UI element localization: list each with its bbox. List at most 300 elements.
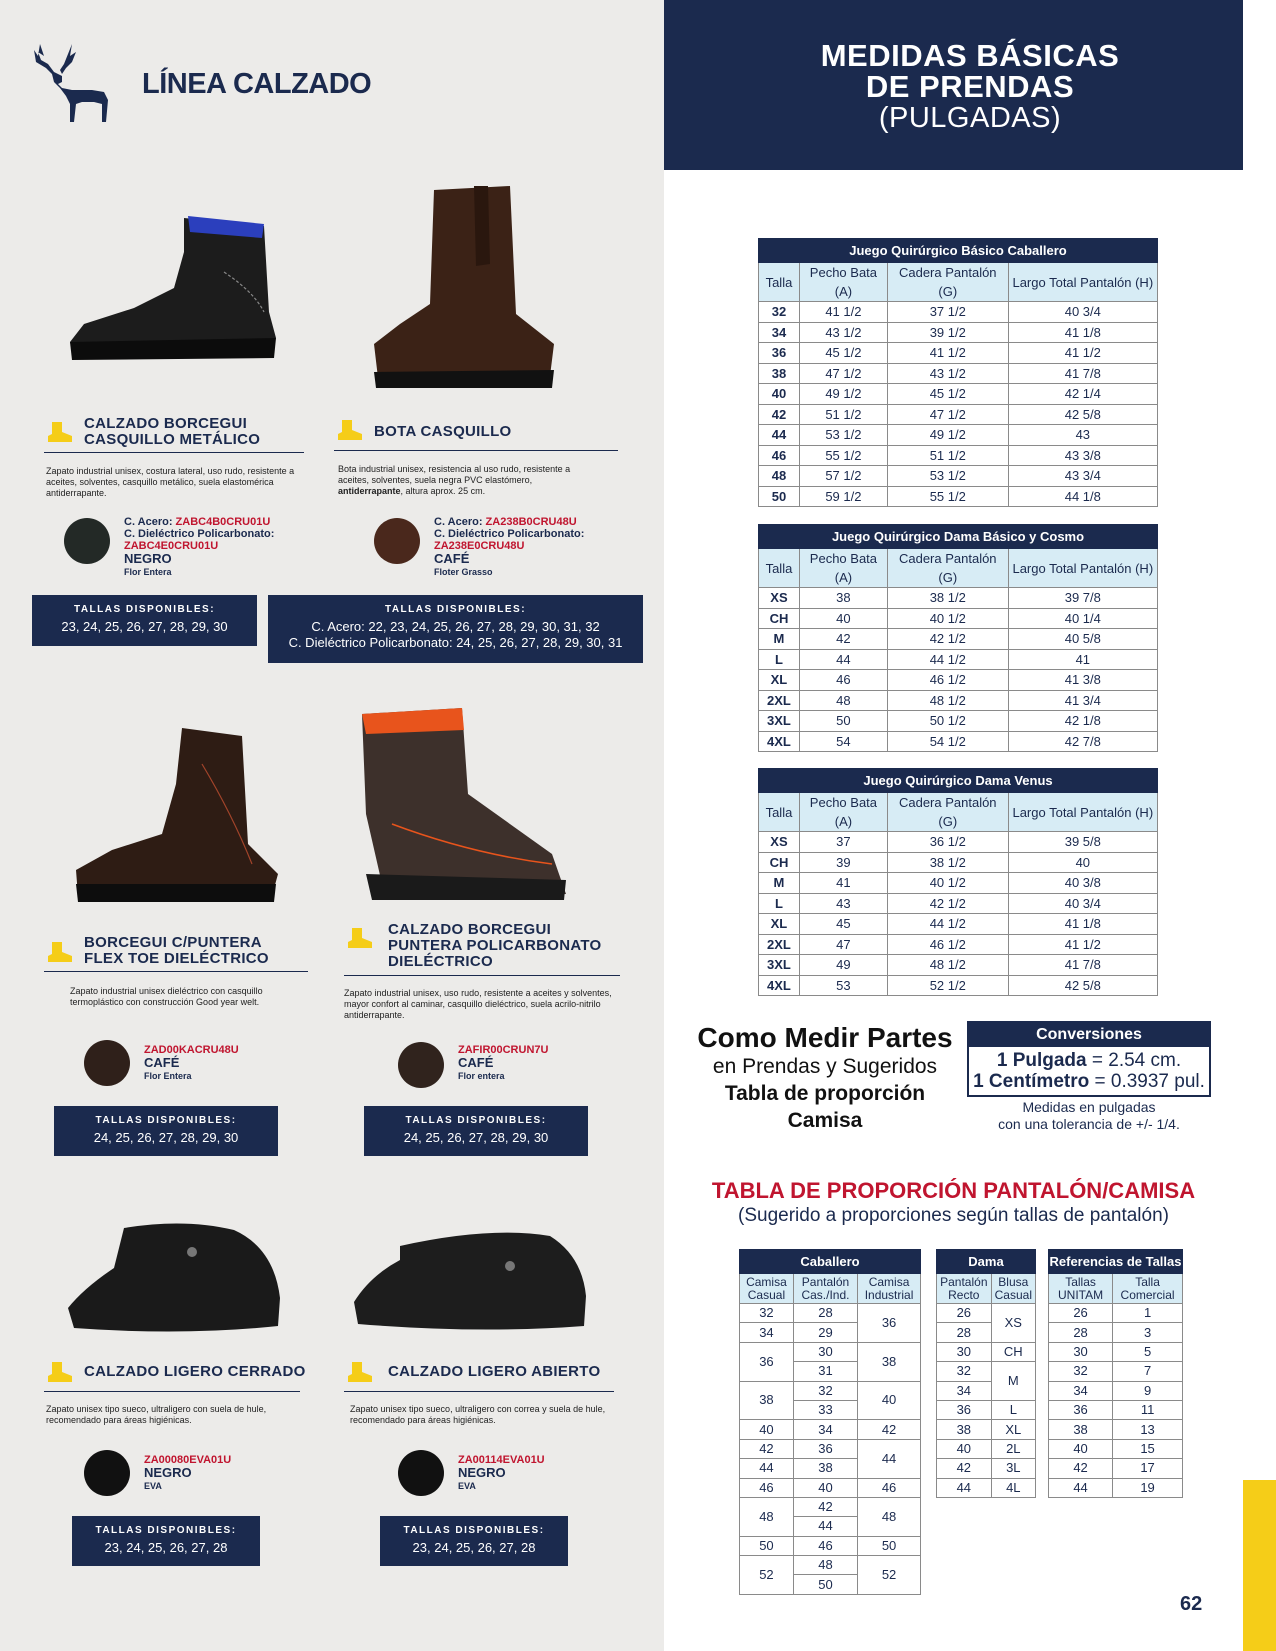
table-cell: 36 [937, 1400, 992, 1419]
table-cell: 3XL [759, 955, 800, 976]
table-cell: 40 [759, 384, 800, 405]
table-cell: L [759, 649, 800, 670]
product-description: Zapato industrial unisex, uso rudo, resistente a aceites y solventes, mayor confort al caminar, casquillo dieléctrico, suela acrilo-nitrilo antiderrapante. [344, 988, 612, 1020]
table-cell: 36 [1049, 1400, 1113, 1419]
column-header: Talla [759, 263, 800, 302]
table-cell: 30 [1049, 1342, 1113, 1361]
table-cell: 2XL [759, 690, 800, 711]
table-cell: 44 [937, 1478, 992, 1497]
table-cell: 31 [793, 1362, 857, 1381]
column-header: Pantalón Recto [937, 1274, 992, 1304]
table-cell: 43 [799, 893, 887, 914]
divider [344, 1391, 614, 1392]
table-row [759, 711, 1158, 732]
table-title: Juego Quirúrgico Básico Caballero [759, 239, 1158, 263]
table-cell: 38 [1049, 1420, 1113, 1439]
table-cell: 2L [991, 1439, 1035, 1458]
tallas-box: TALLAS DISPONIBLES: 23, 24, 25, 26, 27, 28 [72, 1516, 260, 1566]
table-cell: 40 3/8 [1008, 873, 1157, 894]
work-boot-black-image [64, 212, 284, 362]
table-cell: 1 [1113, 1304, 1183, 1323]
table-cell: 4XL [759, 975, 800, 996]
table-cell: 32 [759, 302, 800, 323]
column-header: Talla [759, 549, 800, 588]
table-cell: 40 1/2 [887, 873, 1008, 894]
table-row [937, 1304, 1036, 1323]
table-cell: 40 [937, 1439, 992, 1458]
column-header: Largo Total Pantalón (H) [1008, 263, 1157, 302]
table-row [759, 690, 1158, 711]
table-cell: 50 1/2 [887, 711, 1008, 732]
table-cell: 28 [793, 1304, 857, 1323]
table-cell: 42 [937, 1459, 992, 1478]
table-cell: 28 [937, 1323, 992, 1342]
table-cell: 54 [799, 731, 887, 752]
table-cell: 43 3/8 [1008, 445, 1157, 466]
table-cell: 15 [1113, 1439, 1183, 1458]
table-cell: 41 [799, 873, 887, 894]
color-swatch [398, 1450, 444, 1496]
table-cell: 4XL [759, 731, 800, 752]
table-cell: 46 1/2 [887, 670, 1008, 691]
table-cell: 41 1/8 [1008, 914, 1157, 935]
table-cell: 43 1/2 [799, 322, 887, 343]
line-title: LÍNEA CALZADO [142, 68, 372, 100]
table-cell: 41 3/4 [1008, 690, 1157, 711]
table-cell: 3 [1113, 1323, 1183, 1342]
table-row [759, 425, 1158, 446]
table-cell: XL [759, 914, 800, 935]
table-row [937, 1420, 1036, 1439]
table-cell: L [991, 1400, 1035, 1419]
table-cell: 50 [740, 1536, 794, 1555]
product-codes: ZA00080EVA01U NEGRO EVA [144, 1454, 232, 1491]
table-cell: 7 [1113, 1362, 1183, 1381]
table-row [759, 466, 1158, 487]
table-cell: 36 [858, 1304, 921, 1343]
color-swatch [64, 518, 110, 564]
table-cell: 44 [759, 425, 800, 446]
product-title: CALZADO BORCEGUI PUNTERA POLICARBONATO DIELÉCTRICO [388, 921, 602, 970]
table-row [740, 1497, 921, 1516]
table-cell: 38 [740, 1381, 794, 1420]
table-cell: M [759, 873, 800, 894]
table-cell: 42 [799, 629, 887, 650]
table-cell: 47 1/2 [887, 404, 1008, 425]
product-codes: ZA00114EVA01U NEGRO EVA [458, 1454, 545, 1491]
table-cell: 42 [759, 404, 800, 425]
table-cell: 46 [759, 445, 800, 466]
table-cell: 9 [1113, 1381, 1183, 1400]
column-header: Cadera Pantalón (G) [887, 793, 1008, 832]
column-header: Pantalón Cas./Ind. [793, 1274, 857, 1304]
table-cell: 49 [799, 955, 887, 976]
table-cell: 33 [793, 1400, 857, 1419]
product-title: BORCEGUI C/PUNTERA FLEX TOE DIELÉCTRICO [84, 934, 269, 967]
table-title: Dama [937, 1250, 1036, 1274]
column-header: Pecho Bata (A) [799, 263, 887, 302]
table-cell: 40 3/4 [1008, 302, 1157, 323]
table-cell: 42 1/2 [887, 893, 1008, 914]
table-row [937, 1439, 1036, 1458]
table-row [1049, 1323, 1183, 1342]
table-cell: 42 1/2 [887, 629, 1008, 650]
work-boot-brown-image [370, 184, 560, 390]
clog-open-image [350, 1226, 590, 1336]
table-row [759, 873, 1158, 894]
table-row [937, 1342, 1036, 1361]
column-header: Talla [759, 793, 800, 832]
table-cell: 41 3/8 [1008, 670, 1157, 691]
table-cell: 30 [937, 1342, 992, 1361]
table-cell: 57 1/2 [799, 466, 887, 487]
table-row [759, 486, 1158, 507]
table-cell: 45 [799, 914, 887, 935]
boot-icon [46, 1360, 74, 1384]
page-number: 62 [1180, 1593, 1203, 1615]
table-cell: 37 [799, 832, 887, 853]
size-table-dama-venus [758, 768, 1158, 996]
table-cell: 47 [799, 934, 887, 955]
product-codes: C. Acero: ZA238B0CRU48U C. Dieléctrico Policarbonato: ZA238E0CRU48U CAFÉ Floter Grasso [434, 516, 585, 577]
table-cell: 44 1/8 [1008, 486, 1157, 507]
table-cell: 26 [937, 1304, 992, 1323]
table-row [759, 649, 1158, 670]
table-cell: 40 3/4 [1008, 893, 1157, 914]
table-row [937, 1362, 1036, 1381]
table-cell: 42 5/8 [1008, 975, 1157, 996]
table-cell: 42 [1049, 1459, 1113, 1478]
table-row [759, 445, 1158, 466]
table-cell: 5 [1113, 1342, 1183, 1361]
table-cell: 43 1/2 [887, 363, 1008, 384]
table-title: Caballero [740, 1250, 921, 1274]
table-cell: 34 [740, 1323, 794, 1342]
table-cell: 50 [858, 1536, 921, 1555]
table-cell: 40 [1049, 1439, 1113, 1458]
table-cell: 46 [793, 1536, 857, 1555]
table-cell: 41 1/2 [1008, 934, 1157, 955]
conversiones-box: Conversiones 1 Pulgada = 2.54 cm. 1 Centímetro = 0.3937 pul. [967, 1021, 1211, 1097]
divider [44, 452, 304, 453]
table-cell: M [759, 629, 800, 650]
product-title: BOTA CASQUILLO [374, 423, 512, 440]
table-cell: 44 [799, 649, 887, 670]
table-row [759, 588, 1158, 609]
table-row [759, 343, 1158, 364]
column-header: Tallas UNITAM [1049, 1274, 1113, 1304]
column-header: Largo Total Pantalón (H) [1008, 793, 1157, 832]
table-cell: 43 3/4 [1008, 466, 1157, 487]
column-header: Camisa Industrial [858, 1274, 921, 1304]
deer-logo-icon [32, 42, 122, 124]
proporcion-dama-table [936, 1249, 1036, 1498]
table-cell: 50 [759, 486, 800, 507]
divider [44, 971, 308, 972]
right-edge [1243, 0, 1276, 1651]
product-description: Zapato industrial unisex dieléctrico con casquillo termoplástico con construcción Good year welt. [70, 986, 263, 1007]
table-cell: 46 [799, 670, 887, 691]
table-cell: 48 [799, 690, 887, 711]
table-cell: 34 [937, 1381, 992, 1400]
table-cell: 40 [740, 1420, 794, 1439]
table-cell: 44 [858, 1439, 921, 1478]
color-swatch [84, 1040, 130, 1086]
table-cell: 40 1/4 [1008, 608, 1157, 629]
table-cell: 34 [759, 322, 800, 343]
work-boot-dark-brown-image [72, 724, 282, 904]
column-header: Talla Comercial [1113, 1274, 1183, 1304]
table-title: Juego Quirúrgico Dama Básico y Cosmo [759, 525, 1158, 549]
table-cell: 28 [1049, 1323, 1113, 1342]
table-cell: 48 1/2 [887, 690, 1008, 711]
table-cell: 3XL [759, 711, 800, 732]
table-cell: 42 7/8 [1008, 731, 1157, 752]
product-codes: C. Acero: ZABC4B0CRU01U C. Dieléctrico Policarbonato: ZABC4E0CRU01U NEGRO Flor Entera [124, 516, 275, 577]
table-cell: 36 [740, 1342, 794, 1381]
table-cell: XS [759, 832, 800, 853]
tallas-box: TALLAS DISPONIBLES: 23, 24, 25, 26, 27, 28 [380, 1516, 568, 1566]
table-cell: 38 1/2 [887, 588, 1008, 609]
table-cell: 54 1/2 [887, 731, 1008, 752]
table-row [759, 975, 1158, 996]
table-cell: 42 5/8 [1008, 404, 1157, 425]
column-header: Blusa Casual [991, 1274, 1035, 1304]
table-cell: 51 1/2 [799, 404, 887, 425]
table-row [1049, 1362, 1183, 1381]
table-row [1049, 1342, 1183, 1361]
table-row [759, 384, 1158, 405]
table-row [759, 852, 1158, 873]
table-row [759, 629, 1158, 650]
table-row [1049, 1400, 1183, 1419]
table-cell: 44 1/2 [887, 649, 1008, 670]
table-cell: 36 [759, 343, 800, 364]
column-header: Camisa Casual [740, 1274, 794, 1304]
table-cell: 44 [1049, 1478, 1113, 1497]
table-row [740, 1439, 921, 1458]
column-header: Pecho Bata (A) [799, 793, 887, 832]
product-title: CALZADO BORCEGUI CASQUILLO METÁLICO [84, 415, 261, 448]
table-cell: 49 1/2 [887, 425, 1008, 446]
proporcion-caballero-table [739, 1249, 921, 1595]
column-header: Cadera Pantalón (G) [887, 263, 1008, 302]
divider [344, 975, 620, 976]
table-cell: 19 [1113, 1478, 1183, 1497]
table-cell: 48 [759, 466, 800, 487]
clog-closed-image [64, 1218, 286, 1338]
color-swatch [374, 518, 420, 564]
table-cell: 38 [937, 1420, 992, 1439]
divider [334, 450, 618, 451]
yellow-tab [1243, 1480, 1276, 1651]
table-cell: 42 [793, 1497, 857, 1516]
boot-icon [336, 418, 364, 442]
table-row [759, 608, 1158, 629]
table-cell: 40 1/2 [887, 608, 1008, 629]
table-cell: 32 [793, 1381, 857, 1400]
table-cell: 42 1/8 [1008, 711, 1157, 732]
table-cell: 3L [991, 1459, 1035, 1478]
table-cell: 48 1/2 [887, 955, 1008, 976]
table-title: Juego Quirúrgico Dama Venus [759, 769, 1158, 793]
product-title: CALZADO LIGERO ABIERTO [388, 1363, 601, 1380]
size-table-dama-basico [758, 524, 1158, 752]
column-header: Pecho Bata (A) [799, 549, 887, 588]
table-row [740, 1536, 921, 1555]
table-cell: 44 1/2 [887, 914, 1008, 935]
table-cell: 46 [740, 1478, 794, 1497]
table-cell: 50 [799, 711, 887, 732]
table-cell: 53 1/2 [799, 425, 887, 446]
referencias-tallas-table [1048, 1249, 1183, 1498]
tallas-box: TALLAS DISPONIBLES: 24, 25, 26, 27, 28, 29, 30 [364, 1106, 588, 1156]
table-row [759, 302, 1158, 323]
table-row [1049, 1459, 1183, 1478]
size-table-caballero [758, 238, 1158, 507]
product-codes: ZAD00KACRU48U CAFÉ Flor Entera [144, 1044, 239, 1081]
table-cell: 48 [740, 1497, 794, 1536]
table-cell: 52 1/2 [887, 975, 1008, 996]
table-row [759, 731, 1158, 752]
table-cell: 50 [793, 1575, 857, 1594]
table-cell: 43 [1008, 425, 1157, 446]
table-cell: 38 [858, 1342, 921, 1381]
table-cell: 36 [793, 1439, 857, 1458]
table-row [759, 934, 1158, 955]
product-description: Bota industrial unisex, resistencia al uso rudo, resistente a aceites, solventes, suela negra PVC elastómero, antiderrapante, altura aprox. 25 cm. [338, 464, 571, 496]
table-cell: XL [991, 1420, 1035, 1439]
table-cell: 38 [759, 363, 800, 384]
table-cell: 41 [1008, 649, 1157, 670]
table-cell: 48 [793, 1556, 857, 1575]
table-cell: 32 [740, 1304, 794, 1323]
table-cell: 30 [793, 1342, 857, 1361]
table-cell: 11 [1113, 1400, 1183, 1419]
color-swatch [84, 1450, 130, 1496]
table-row [1049, 1304, 1183, 1323]
table-cell: 38 [793, 1459, 857, 1478]
table-cell: 26 [1049, 1304, 1113, 1323]
table-row [740, 1478, 921, 1497]
proporcion-subtitle: (Sugerido a proporciones según tallas de pantalón) [738, 1205, 1169, 1226]
table-cell: 47 1/2 [799, 363, 887, 384]
table-cell: 39 5/8 [1008, 832, 1157, 853]
table-cell: 48 [858, 1497, 921, 1536]
table-cell: 45 1/2 [799, 343, 887, 364]
table-cell: 42 [740, 1439, 794, 1458]
table-row [740, 1381, 921, 1400]
divider [44, 1391, 300, 1392]
tallas-box: TALLAS DISPONIBLES: 23, 24, 25, 26, 27, 28, 29, 30 [32, 595, 257, 646]
table-row [1049, 1381, 1183, 1400]
table-row [759, 322, 1158, 343]
table-cell: 40 [799, 608, 887, 629]
table-cell: XL [759, 670, 800, 691]
table-cell: 39 1/2 [887, 322, 1008, 343]
table-row [937, 1478, 1036, 1497]
tallas-box: TALLAS DISPONIBLES: C. Acero: 22, 23, 24, 25, 26, 27, 28, 29, 30, 31, 32 C. Dieléctrico Policarbonato: 24, 25, 26, 27, 28, 29, 30, 31 [268, 595, 643, 663]
boot-icon [46, 420, 74, 444]
page-title: MEDIDAS BÁSICAS DE PRENDAS [820, 38, 1120, 104]
page-subtitle: (PULGADAS) [878, 102, 1062, 134]
table-cell: 51 1/2 [887, 445, 1008, 466]
table-cell: CH [991, 1342, 1035, 1361]
table-cell: 40 [858, 1381, 921, 1420]
table-cell: 53 1/2 [887, 466, 1008, 487]
table-cell: 53 [799, 975, 887, 996]
product-codes: ZAFIR00CRUN7U CAFÉ Flor entera [458, 1044, 549, 1081]
table-cell: 4L [991, 1478, 1035, 1497]
table-cell: CH [759, 608, 800, 629]
table-cell: 52 [740, 1556, 794, 1595]
table-cell: 55 1/2 [887, 486, 1008, 507]
column-header: Cadera Pantalón (G) [887, 549, 1008, 588]
table-cell: 38 [799, 588, 887, 609]
table-cell: XS [991, 1304, 1035, 1343]
table-cell: 49 1/2 [799, 384, 887, 405]
como-medir-block: Como Medir Partes en Prendas y Sugeridos Tabla de proporción Camisa [697, 1022, 953, 1132]
table-row [937, 1459, 1036, 1478]
table-cell: 32 [1049, 1362, 1113, 1381]
table-cell: 40 5/8 [1008, 629, 1157, 650]
proporcion-title: TABLA DE PROPORCIÓN PANTALÓN/CAMISA [711, 1178, 1196, 1203]
table-cell: 45 1/2 [887, 384, 1008, 405]
table-cell: 29 [793, 1323, 857, 1342]
boot-icon [346, 1360, 374, 1384]
table-row [1049, 1478, 1183, 1497]
table-cell: 59 1/2 [799, 486, 887, 507]
table-cell: 34 [1049, 1381, 1113, 1400]
column-header: Largo Total Pantalón (H) [1008, 549, 1157, 588]
table-cell: 41 1/8 [1008, 322, 1157, 343]
table-cell: 41 1/2 [799, 302, 887, 323]
table-cell: 40 [793, 1478, 857, 1497]
table-row [937, 1400, 1036, 1419]
table-cell: L [759, 893, 800, 914]
table-cell: 52 [858, 1556, 921, 1595]
table-cell: 42 1/4 [1008, 384, 1157, 405]
tallas-box: TALLAS DISPONIBLES: 24, 25, 26, 27, 28, 29, 30 [54, 1106, 278, 1156]
table-cell: 13 [1113, 1420, 1183, 1439]
work-boot-orange-collar-image [352, 704, 592, 904]
table-cell: 42 [858, 1420, 921, 1439]
table-row [1049, 1420, 1183, 1439]
boot-icon [46, 940, 74, 964]
table-row [759, 955, 1158, 976]
table-cell: 41 7/8 [1008, 363, 1157, 384]
table-cell: 2XL [759, 934, 800, 955]
table-row [759, 832, 1158, 853]
table-cell: M [991, 1362, 1035, 1401]
table-cell: 36 1/2 [887, 832, 1008, 853]
table-cell: 17 [1113, 1459, 1183, 1478]
table-row [759, 670, 1158, 691]
color-swatch [398, 1042, 444, 1088]
table-cell: 55 1/2 [799, 445, 887, 466]
table-cell: 44 [793, 1517, 857, 1536]
table-cell: 41 1/2 [887, 343, 1008, 364]
tolerancia-note: Medidas en pulgadas con una tolerancia de +/- 1/4. [998, 1099, 1180, 1132]
table-cell: 39 7/8 [1008, 588, 1157, 609]
table-cell: 40 [1008, 852, 1157, 873]
table-row [740, 1420, 921, 1439]
table-row [759, 893, 1158, 914]
table-cell: 44 [740, 1459, 794, 1478]
table-row [740, 1556, 921, 1575]
product-description: Zapato unisex tipo sueco, ultraligero con suela de hule, recomendado para áreas higiénicas. [46, 1404, 267, 1425]
table-cell: XS [759, 588, 800, 609]
